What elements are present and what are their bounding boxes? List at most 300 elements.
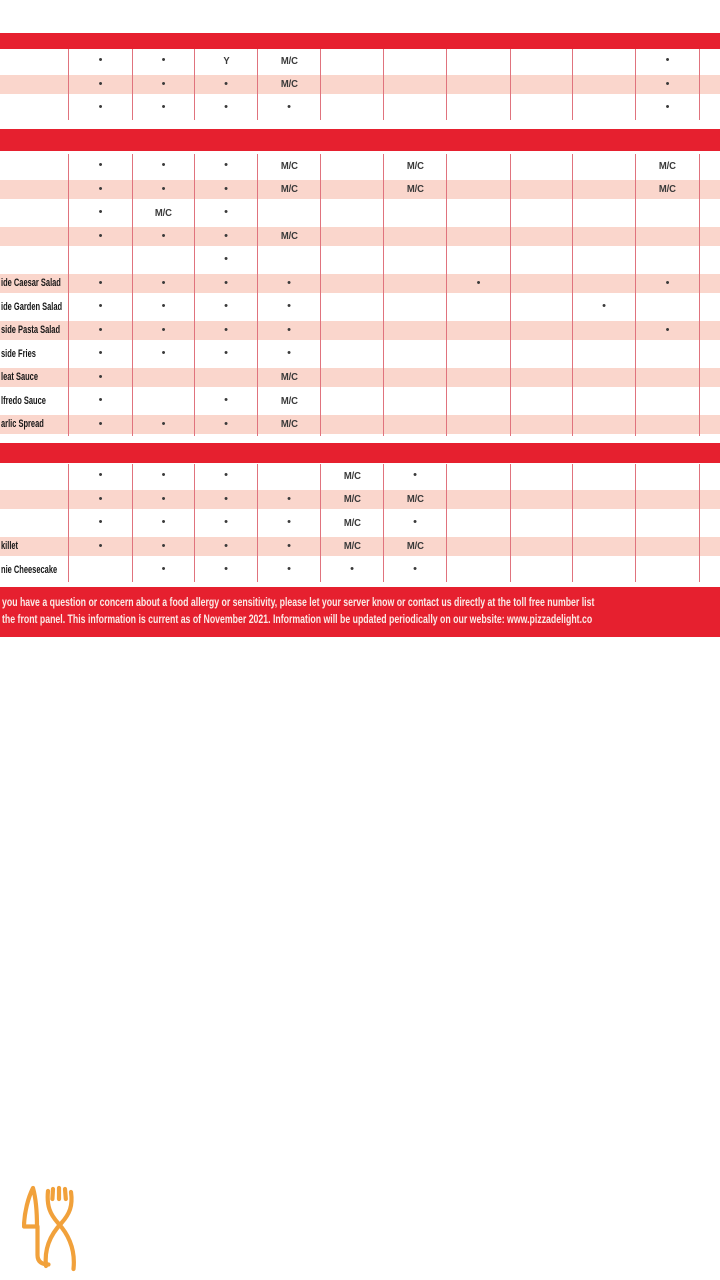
allergen-cell-empty xyxy=(511,511,573,535)
table-section-2 xyxy=(0,154,720,436)
allergen-cell xyxy=(195,272,258,296)
dot-marker: • xyxy=(98,370,103,383)
allergen-cell xyxy=(258,96,321,120)
allergen-cell-empty xyxy=(321,201,384,225)
allergen-cell xyxy=(195,178,258,202)
allergen-cell xyxy=(384,464,447,488)
allergen-cell-empty xyxy=(573,366,636,390)
fork-tine-3 xyxy=(65,1189,66,1199)
allergen-cell-empty xyxy=(384,49,447,73)
dot-marker: • xyxy=(287,101,291,114)
dot-marker: • xyxy=(98,347,103,360)
allergen-cell xyxy=(636,96,700,120)
table-row xyxy=(0,319,720,343)
allergen-cell-empty xyxy=(573,248,636,272)
allergen-cell xyxy=(133,535,195,559)
allergen-cell-empty xyxy=(447,73,511,97)
code-marker: M/C xyxy=(343,493,361,505)
allergen-cell-empty xyxy=(573,201,636,225)
dot-marker: • xyxy=(224,206,228,219)
allergen-cell-empty xyxy=(384,342,447,366)
allergen-cell xyxy=(69,295,133,319)
allergen-cell-empty xyxy=(636,413,700,437)
allergen-cell-empty xyxy=(573,342,636,366)
allergen-cell xyxy=(321,558,384,582)
dot-marker: • xyxy=(224,229,228,242)
code-marker: M/C xyxy=(280,418,298,430)
table-row xyxy=(0,295,720,319)
allergen-cell xyxy=(133,558,195,582)
allergen-cell-empty xyxy=(511,73,573,97)
dot-marker: • xyxy=(98,323,103,336)
allergen-cell-empty xyxy=(447,413,511,437)
allergen-cell-empty xyxy=(700,366,720,390)
allergen-cell-empty xyxy=(447,295,511,319)
allergen-cell-empty xyxy=(511,413,573,437)
code-marker: Y xyxy=(222,54,230,67)
dot-marker: • xyxy=(98,182,103,195)
allergen-cell xyxy=(133,488,195,512)
allergen-cell xyxy=(321,488,384,512)
dot-marker: • xyxy=(476,276,481,289)
allergen-cell-empty xyxy=(321,295,384,319)
allergen-cell-empty xyxy=(700,488,720,512)
dot-marker: • xyxy=(665,77,670,90)
dot-marker: • xyxy=(161,469,166,482)
table-row xyxy=(0,464,720,488)
allergen-cell-empty xyxy=(384,225,447,249)
dot-marker: • xyxy=(413,516,417,529)
allergen-cell-empty xyxy=(258,248,321,272)
allergen-cell xyxy=(195,464,258,488)
allergen-cell-empty xyxy=(573,154,636,178)
allergen-cell-empty xyxy=(700,342,720,366)
dot-marker: • xyxy=(665,276,670,289)
allergen-cell xyxy=(258,342,321,366)
allergen-cell xyxy=(258,225,321,249)
dot-marker: • xyxy=(98,300,103,313)
allergen-cell xyxy=(133,178,195,202)
allergen-cell-empty xyxy=(447,319,511,343)
allergen-cell-empty xyxy=(511,488,573,512)
allergen-cell xyxy=(69,535,133,559)
code-marker: M/C xyxy=(343,516,361,529)
allergen-cell xyxy=(321,511,384,535)
allergen-cell xyxy=(195,248,258,272)
dot-marker: • xyxy=(98,206,103,219)
code-marker: M/C xyxy=(406,493,424,505)
allergen-cell-empty xyxy=(636,389,700,413)
footer-disclaimer-line-1: you have a question or concern about a food allergy or sensitivity, please let your server know or contact us directly at the toll free number list xyxy=(2,597,595,609)
dot-marker: • xyxy=(161,417,166,430)
dot-marker: • xyxy=(161,159,166,172)
allergen-cell-empty xyxy=(133,389,195,413)
allergen-cell-empty xyxy=(321,154,384,178)
allergen-cell-empty xyxy=(573,272,636,296)
allergen-cell-empty xyxy=(511,248,573,272)
allergen-cell-empty xyxy=(384,248,447,272)
allergen-cell-empty xyxy=(384,319,447,343)
dot-marker: • xyxy=(98,101,103,114)
allergen-cell-empty xyxy=(700,389,720,413)
allergen-cell-empty xyxy=(321,366,384,390)
allergen-cell-empty xyxy=(573,413,636,437)
allergen-cell-empty xyxy=(511,389,573,413)
dot-marker: • xyxy=(98,469,103,482)
allergen-cell-empty xyxy=(511,295,573,319)
allergen-cell xyxy=(195,225,258,249)
allergen-cell-empty xyxy=(447,558,511,582)
allergen-cell-empty xyxy=(447,389,511,413)
allergen-cell xyxy=(69,319,133,343)
allergen-cell-empty xyxy=(447,248,511,272)
allergen-cell xyxy=(195,413,258,437)
dot-marker: • xyxy=(224,182,228,195)
row-label xyxy=(0,511,69,535)
dot-marker: • xyxy=(161,539,166,552)
allergen-cell xyxy=(133,201,195,225)
allergen-cell-empty xyxy=(573,73,636,97)
allergen-cell xyxy=(258,511,321,535)
allergen-cell-empty xyxy=(321,178,384,202)
allergen-cell-empty xyxy=(700,413,720,437)
allergen-cell xyxy=(258,295,321,319)
footer-disclaimer-line-2: the front panel. This information is current as of November 2021. Information will be updated periodically on our website: www.pizzadelight.co xyxy=(2,614,593,626)
dot-marker: • xyxy=(224,417,228,430)
allergen-cell-empty xyxy=(573,178,636,202)
row-label xyxy=(0,464,69,488)
dot-marker: • xyxy=(287,347,291,360)
allergen-cell xyxy=(133,319,195,343)
table-row xyxy=(0,49,720,73)
allergen-cell-empty xyxy=(700,558,720,582)
allergen-cell-empty xyxy=(636,248,700,272)
allergen-cell-empty xyxy=(636,535,700,559)
allergen-cell-empty xyxy=(700,96,720,120)
allergen-cell-empty xyxy=(511,96,573,120)
allergen-cell-empty xyxy=(573,49,636,73)
allergen-cell xyxy=(258,178,321,202)
row-label xyxy=(0,49,69,73)
allergen-cell-empty xyxy=(700,178,720,202)
allergen-cell xyxy=(69,178,133,202)
allergen-cell xyxy=(195,319,258,343)
allergen-cell-empty xyxy=(321,413,384,437)
dot-marker: • xyxy=(413,469,417,482)
allergen-cell xyxy=(258,413,321,437)
row-label xyxy=(0,201,69,225)
dot-marker: • xyxy=(224,469,228,482)
table-row xyxy=(0,96,720,120)
dot-marker: • xyxy=(161,347,166,360)
allergen-cell-empty xyxy=(511,154,573,178)
row-label: arlic Spread xyxy=(0,413,69,437)
dot-marker: • xyxy=(98,539,103,552)
dot-marker: • xyxy=(224,323,228,336)
dot-marker: • xyxy=(350,563,354,576)
allergen-cell xyxy=(258,535,321,559)
allergen-cell-empty xyxy=(636,342,700,366)
allergen-cell xyxy=(384,178,447,202)
dot-marker: • xyxy=(161,77,166,90)
allergen-cell xyxy=(195,558,258,582)
allergen-cell xyxy=(384,535,447,559)
row-label: ide Caesar Salad xyxy=(0,272,69,296)
dot-marker: • xyxy=(224,563,228,576)
dot-marker: • xyxy=(665,323,670,336)
row-label: nie Cheesecake xyxy=(0,558,69,582)
table-row xyxy=(0,73,720,97)
table-row xyxy=(0,558,720,582)
dot-marker: • xyxy=(161,492,166,505)
allergen-cell-empty xyxy=(511,49,573,73)
row-label: leat Sauce xyxy=(0,366,69,390)
code-marker: M/C xyxy=(659,159,676,172)
allergen-cell xyxy=(636,178,700,202)
code-marker: M/C xyxy=(280,159,298,172)
allergen-cell-empty xyxy=(636,558,700,582)
table-section-1 xyxy=(0,49,720,120)
code-marker: M/C xyxy=(406,159,424,172)
code-marker: M/C xyxy=(280,183,298,195)
allergen-cell xyxy=(69,49,133,73)
allergen-cell-empty xyxy=(573,225,636,249)
allergen-cell xyxy=(133,49,195,73)
fork-tine-1 xyxy=(52,1189,53,1199)
allergen-cell-empty xyxy=(384,389,447,413)
dot-marker: • xyxy=(287,539,291,552)
allergen-cell-empty xyxy=(321,342,384,366)
allergen-cell xyxy=(384,154,447,178)
dot-marker: • xyxy=(98,516,103,529)
allergen-cell-empty xyxy=(700,225,720,249)
allergen-cell xyxy=(258,319,321,343)
allergen-cell xyxy=(573,295,636,319)
allergen-cell-empty xyxy=(321,319,384,343)
dot-marker: • xyxy=(161,563,166,576)
allergen-cell xyxy=(69,201,133,225)
dot-marker: • xyxy=(287,323,291,336)
allergen-cell-empty xyxy=(447,49,511,73)
allergen-cell xyxy=(321,464,384,488)
allergen-cell xyxy=(636,154,700,178)
allergen-cell-empty xyxy=(258,201,321,225)
code-marker: M/C xyxy=(406,540,424,552)
allergen-cell-empty xyxy=(258,464,321,488)
allergen-cell xyxy=(133,342,195,366)
allergen-cell-empty xyxy=(700,49,720,73)
dot-marker: • xyxy=(224,516,228,529)
dot-marker: • xyxy=(287,516,291,529)
section-header-bar-2 xyxy=(0,129,720,151)
allergen-cell xyxy=(133,464,195,488)
row-label xyxy=(0,225,69,249)
allergen-cell xyxy=(195,154,258,178)
table-row xyxy=(0,272,720,296)
dot-marker: • xyxy=(98,229,103,242)
dot-marker: • xyxy=(98,394,103,407)
section-header-bar-1 xyxy=(0,33,720,49)
allergen-cell-empty xyxy=(511,535,573,559)
dot-marker: • xyxy=(287,300,291,313)
code-marker: M/C xyxy=(280,54,298,67)
dot-marker: • xyxy=(161,229,166,242)
allergen-cell xyxy=(133,413,195,437)
allergen-cell-empty xyxy=(447,488,511,512)
allergen-cell-empty xyxy=(447,154,511,178)
dot-marker: • xyxy=(161,276,166,289)
code-marker: M/C xyxy=(280,230,298,242)
row-label: side Fries xyxy=(0,342,69,366)
allergen-cell-empty xyxy=(384,96,447,120)
allergen-cell-empty xyxy=(384,272,447,296)
table-row xyxy=(0,248,720,272)
allergen-cell xyxy=(133,225,195,249)
allergen-cell xyxy=(258,488,321,512)
allergen-cell xyxy=(69,73,133,97)
table-row xyxy=(0,389,720,413)
allergen-cell xyxy=(133,511,195,535)
allergen-cell-empty xyxy=(573,511,636,535)
allergen-cell xyxy=(133,295,195,319)
table-row xyxy=(0,535,720,559)
allergen-cell-empty xyxy=(321,73,384,97)
row-label xyxy=(0,488,69,512)
row-label xyxy=(0,154,69,178)
dot-marker: • xyxy=(224,253,228,266)
dot-marker: • xyxy=(161,516,166,529)
dot-marker: • xyxy=(224,101,228,114)
row-label xyxy=(0,96,69,120)
dot-marker: • xyxy=(161,54,166,67)
code-marker: M/C xyxy=(280,371,298,383)
dot-marker: • xyxy=(161,300,166,313)
knife-blade-shape xyxy=(24,1188,37,1227)
dot-marker: • xyxy=(98,54,103,67)
allergen-cell xyxy=(133,154,195,178)
section-header-bar-3 xyxy=(0,443,720,463)
allergen-cell xyxy=(195,73,258,97)
allergen-cell xyxy=(69,389,133,413)
allergen-cell-empty xyxy=(321,272,384,296)
allergen-cell xyxy=(384,558,447,582)
allergen-cell-empty xyxy=(511,319,573,343)
allergen-cell-empty xyxy=(700,248,720,272)
allergen-cell-empty xyxy=(700,154,720,178)
allergen-cell xyxy=(384,488,447,512)
allergen-cell-empty xyxy=(511,201,573,225)
allergen-cell-empty xyxy=(195,366,258,390)
table-row xyxy=(0,366,720,390)
dot-marker: • xyxy=(602,300,606,313)
allergen-cell xyxy=(195,511,258,535)
allergen-cell-empty xyxy=(573,558,636,582)
allergen-cell xyxy=(321,535,384,559)
allergen-cell-empty xyxy=(69,558,133,582)
dot-marker: • xyxy=(224,77,228,90)
allergen-cell xyxy=(258,272,321,296)
allergen-cell-empty xyxy=(384,295,447,319)
allergen-cell-empty xyxy=(511,342,573,366)
allergen-cell-empty xyxy=(321,96,384,120)
allergen-cell-empty xyxy=(511,366,573,390)
allergen-cell-empty xyxy=(636,488,700,512)
code-marker: M/C xyxy=(280,78,298,90)
row-label xyxy=(0,248,69,272)
allergen-cell xyxy=(636,319,700,343)
knife-and-fork-logo-icon xyxy=(22,1185,88,1273)
table-row xyxy=(0,201,720,225)
table-section-3 xyxy=(0,464,720,582)
allergen-cell-empty xyxy=(573,319,636,343)
row-label: killet xyxy=(0,535,69,559)
allergen-cell xyxy=(195,488,258,512)
allergen-cell-empty xyxy=(700,535,720,559)
allergen-cell-empty xyxy=(447,342,511,366)
dot-marker: • xyxy=(98,417,103,430)
allergen-cell-empty xyxy=(321,248,384,272)
allergen-cell-empty xyxy=(636,295,700,319)
allergen-cell xyxy=(447,272,511,296)
table-row xyxy=(0,511,720,535)
allergen-cell-empty xyxy=(573,96,636,120)
code-marker: M/C xyxy=(280,394,298,407)
allergen-cell-empty xyxy=(511,464,573,488)
table-row xyxy=(0,413,720,437)
row-label xyxy=(0,178,69,202)
allergen-cell xyxy=(636,49,700,73)
row-label: ide Garden Salad xyxy=(0,295,69,319)
allergen-cell xyxy=(384,511,447,535)
code-marker: M/C xyxy=(343,540,361,552)
allergen-cell xyxy=(69,464,133,488)
allergen-cell-empty xyxy=(447,96,511,120)
allergen-cell-empty xyxy=(321,389,384,413)
dot-marker: • xyxy=(224,159,228,172)
allergen-cell xyxy=(195,96,258,120)
allergen-cell-empty xyxy=(447,366,511,390)
allergen-cell-empty xyxy=(636,225,700,249)
allergen-cell xyxy=(258,389,321,413)
allergen-cell xyxy=(258,366,321,390)
allergen-cell-empty xyxy=(321,49,384,73)
allergen-cell-empty xyxy=(447,464,511,488)
allergen-cell-empty xyxy=(636,464,700,488)
code-marker: M/C xyxy=(343,469,361,482)
allergen-cell xyxy=(69,225,133,249)
allergen-cell xyxy=(69,511,133,535)
dot-marker: • xyxy=(224,539,228,552)
table-row xyxy=(0,225,720,249)
allergen-cell-empty xyxy=(384,201,447,225)
allergen-cell-empty xyxy=(447,225,511,249)
code-marker: M/C xyxy=(155,206,172,219)
code-marker: M/C xyxy=(406,183,424,195)
allergen-cell-empty xyxy=(133,248,195,272)
allergen-cell xyxy=(636,272,700,296)
row-label: lfredo Sauce xyxy=(0,389,69,413)
table-row xyxy=(0,488,720,512)
allergen-cell xyxy=(195,535,258,559)
allergen-cell-empty xyxy=(700,511,720,535)
allergen-cell-empty xyxy=(636,511,700,535)
dot-marker: • xyxy=(287,563,291,576)
dot-marker: • xyxy=(413,563,417,576)
allergen-cell-empty xyxy=(447,178,511,202)
dot-marker: • xyxy=(224,347,228,360)
allergen-cell-empty xyxy=(384,73,447,97)
allergen-cell xyxy=(69,342,133,366)
